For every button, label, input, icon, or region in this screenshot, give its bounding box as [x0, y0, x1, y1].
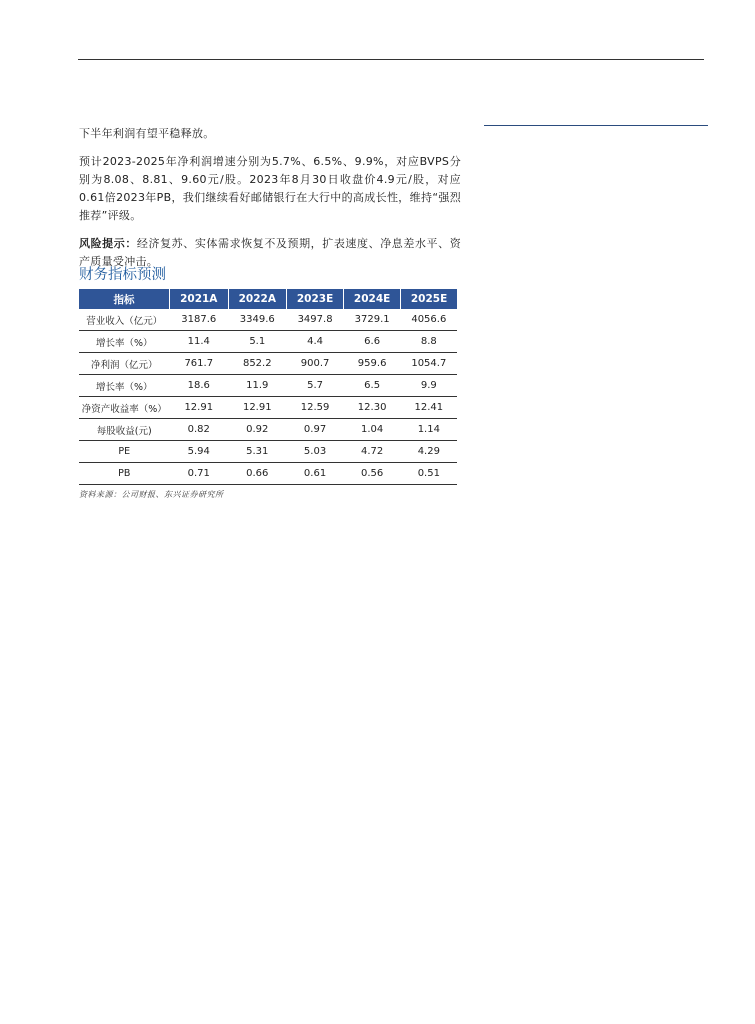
- table-row-label: 营业收入（亿元）: [79, 309, 170, 331]
- table-row: [79, 331, 457, 353]
- table-cell: 5.1: [228, 331, 287, 353]
- table-row: [79, 309, 457, 331]
- table-row-label: PB: [79, 463, 170, 485]
- table-cell: 900.7: [287, 353, 344, 375]
- table-cell: 1054.7: [401, 353, 457, 375]
- table-cell: 4.4: [287, 331, 344, 353]
- table-header-row: [79, 289, 457, 309]
- table-cell: 0.61: [287, 463, 344, 485]
- table-cell: 761.7: [170, 353, 229, 375]
- table-cell: 959.6: [344, 353, 401, 375]
- table-cell: 6.6: [344, 331, 401, 353]
- table-row: [79, 441, 457, 463]
- page-top-rule: [78, 59, 704, 60]
- table-header-cell: 2022A: [228, 289, 287, 309]
- table-row-label: 净利润（亿元）: [79, 353, 170, 375]
- table-cell: 4.72: [344, 441, 401, 463]
- table-cell: 5.31: [228, 441, 287, 463]
- table-cell: 0.56: [344, 463, 401, 485]
- table-row-label: 净资产收益率（%）: [79, 397, 170, 419]
- table-cell: 18.6: [170, 375, 229, 397]
- table-row-label: 增长率（%）: [79, 331, 170, 353]
- source-note: 资料来源：公司财报、东兴证券研究所: [79, 490, 224, 499]
- table-row: [79, 419, 457, 441]
- table-cell: 0.92: [228, 419, 287, 441]
- table-cell: 0.51: [401, 463, 457, 485]
- table-cell: 4.29: [401, 441, 457, 463]
- table-cell: 8.8: [401, 331, 457, 353]
- table-header-cell: 2025E: [401, 289, 457, 309]
- table-row-label: 每股收益(元): [79, 419, 170, 441]
- table-cell: 0.97: [287, 419, 344, 441]
- table-row-label: PE: [79, 441, 170, 463]
- table-cell: 4056.6: [401, 309, 457, 331]
- table-cell: 12.41: [401, 397, 457, 419]
- paragraph-forecast: 预计2023-2025年净利润增速分别为5.7%、6.5%、9.9%，对应BVPS分别为8.08、8.81、9.60元/股。2023年8月30日收盘价4.9元/股，对应0.61倍2023年PB，我们继续看好邮储银行在大行中的高成长性，维持“强烈推荐”评级。: [79, 155, 461, 222]
- body-text: [79, 125, 461, 281]
- table-cell: 1.04: [344, 419, 401, 441]
- table-cell: 0.66: [228, 463, 287, 485]
- table-row-label: 增长率（%）: [79, 375, 170, 397]
- table-cell: 5.94: [170, 441, 229, 463]
- table-cell: 5.7: [287, 375, 344, 397]
- table-cell: 5.03: [287, 441, 344, 463]
- risk-text: 经济复苏、实体需求恢复不及预期，扩表速度、净息差水平、资产质量受冲击。: [79, 237, 461, 268]
- table-cell: 0.71: [170, 463, 229, 485]
- table-cell: 9.9: [401, 375, 457, 397]
- table-cell: 3187.6: [170, 309, 229, 331]
- paragraph-profit-outlook: 下半年利润有望平稳释放。: [79, 127, 215, 140]
- table-cell: 6.5: [344, 375, 401, 397]
- table-cell: 12.59: [287, 397, 344, 419]
- table-cell: 1.14: [401, 419, 457, 441]
- table-cell: 12.91: [228, 397, 287, 419]
- table-cell: 11.9: [228, 375, 287, 397]
- table-cell: 12.30: [344, 397, 401, 419]
- table-header-cell: 2024E: [344, 289, 401, 309]
- table-cell: 3497.8: [287, 309, 344, 331]
- table-header-cell: 2023E: [287, 289, 344, 309]
- table-cell: 11.4: [170, 331, 229, 353]
- section-title: 财务指标预测: [79, 267, 166, 283]
- risk-label: 风险提示：: [79, 237, 137, 250]
- table-header-cell: 2021A: [170, 289, 229, 309]
- table-header-cell: 指标: [79, 289, 170, 309]
- financial-forecast-table: [79, 289, 457, 485]
- sidebar-rule: [484, 125, 708, 126]
- table-row: [79, 397, 457, 419]
- table-row: [79, 375, 457, 397]
- table-cell: 0.82: [170, 419, 229, 441]
- table-cell: 3349.6: [228, 309, 287, 331]
- table-cell: 852.2: [228, 353, 287, 375]
- table-row: [79, 353, 457, 375]
- table-cell: 3729.1: [344, 309, 401, 331]
- table-row: [79, 463, 457, 485]
- table-body: [79, 309, 457, 485]
- table-cell: 12.91: [170, 397, 229, 419]
